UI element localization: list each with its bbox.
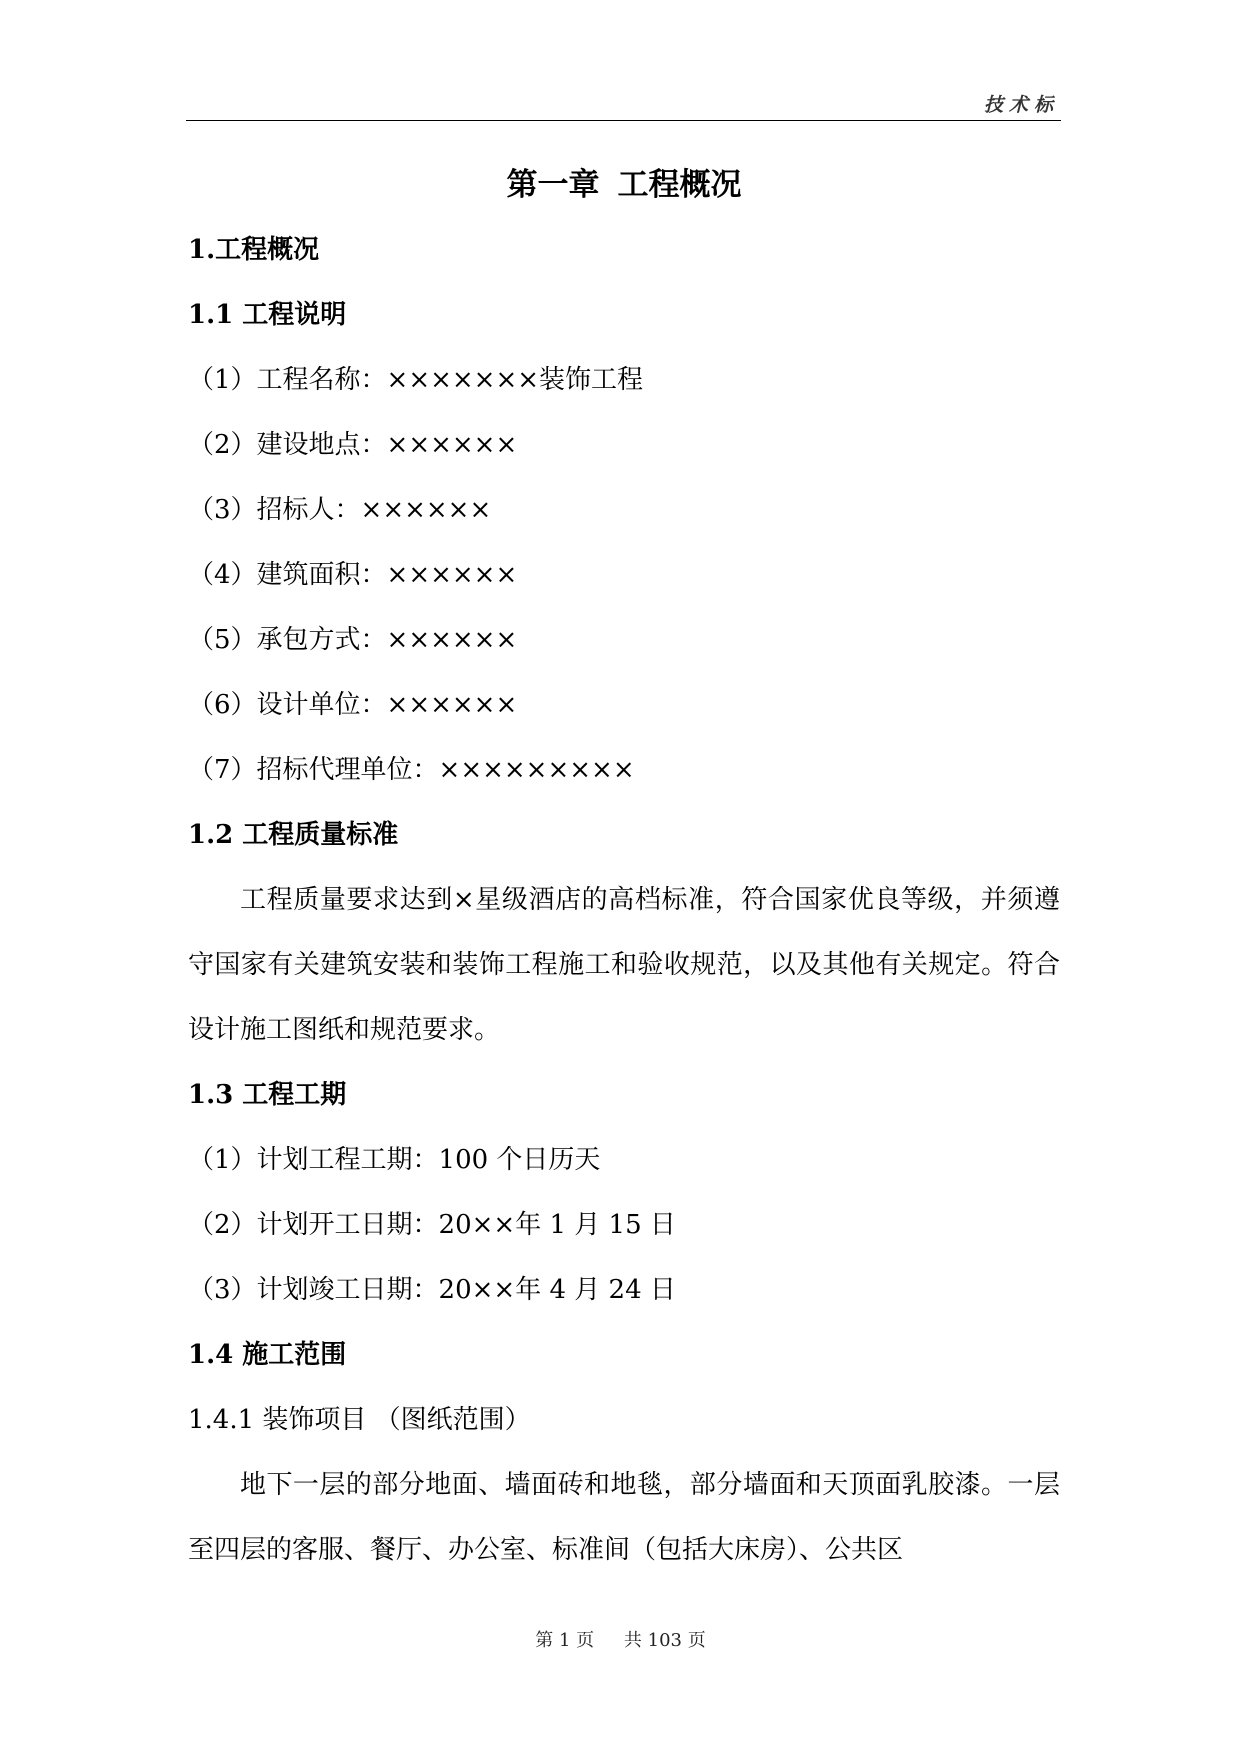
page-total: 共 103 页 [623, 1630, 706, 1651]
list-item: （4）建筑面积：×××××× [188, 560, 518, 590]
page-content [188, 158, 1060, 1583]
list-item: （2）计划开工日期：20××年 1 月 15 日 [188, 1210, 676, 1240]
page-number: 第 1 页 [535, 1630, 595, 1651]
section-heading-1: 1.工程概况 [188, 235, 320, 265]
subsection-heading-1-4-1: 1.4.1 装饰项目 （图纸范围） [188, 1405, 531, 1435]
page-header [186, 90, 1061, 121]
list-item: （5）承包方式：×××××× [188, 625, 518, 655]
section-heading-1-1: 1.1 工程说明 [188, 300, 347, 330]
paragraph-scope: 地下一层的部分地面、墙面砖和地毯，部分墙面和天顶面乳胶漆。一层至四层的客服、餐厅、办公室、标准间（包括大床房）、公共区 [188, 1470, 1060, 1565]
list-item: （1）工程名称：×××××××装饰工程 [188, 365, 644, 395]
section-heading-1-3: 1.3 工程工期 [188, 1080, 347, 1110]
section-heading-1-4: 1.4 施工范围 [188, 1340, 347, 1370]
page-footer [0, 1626, 1241, 1652]
section-heading-1-2: 1.2 工程质量标准 [188, 820, 399, 850]
list-item: （3）招标人：×××××× [188, 495, 492, 525]
list-item: （2）建设地点：×××××× [188, 430, 518, 460]
chapter-name: 工程概况 [617, 167, 742, 203]
list-item: （7）招标代理单位：××××××××× [188, 755, 635, 785]
chapter-title [188, 158, 1060, 218]
paragraph-quality: 工程质量要求达到×星级酒店的高档标准，符合国家优良等级，并须遵守国家有关建筑安装和装饰工程施工和验收规范，以及其他有关规定。符合设计施工图纸和规范要求。 [188, 885, 1060, 1045]
list-item: （3）计划竣工日期：20××年 4 月 24 日 [188, 1275, 676, 1305]
chapter-number: 第一章 [506, 167, 600, 203]
list-item: （6）设计单位：×××××× [188, 690, 518, 720]
header-label: 技术标 [983, 94, 1059, 116]
list-item: （1）计划工程工期：100 个日历天 [188, 1145, 601, 1175]
